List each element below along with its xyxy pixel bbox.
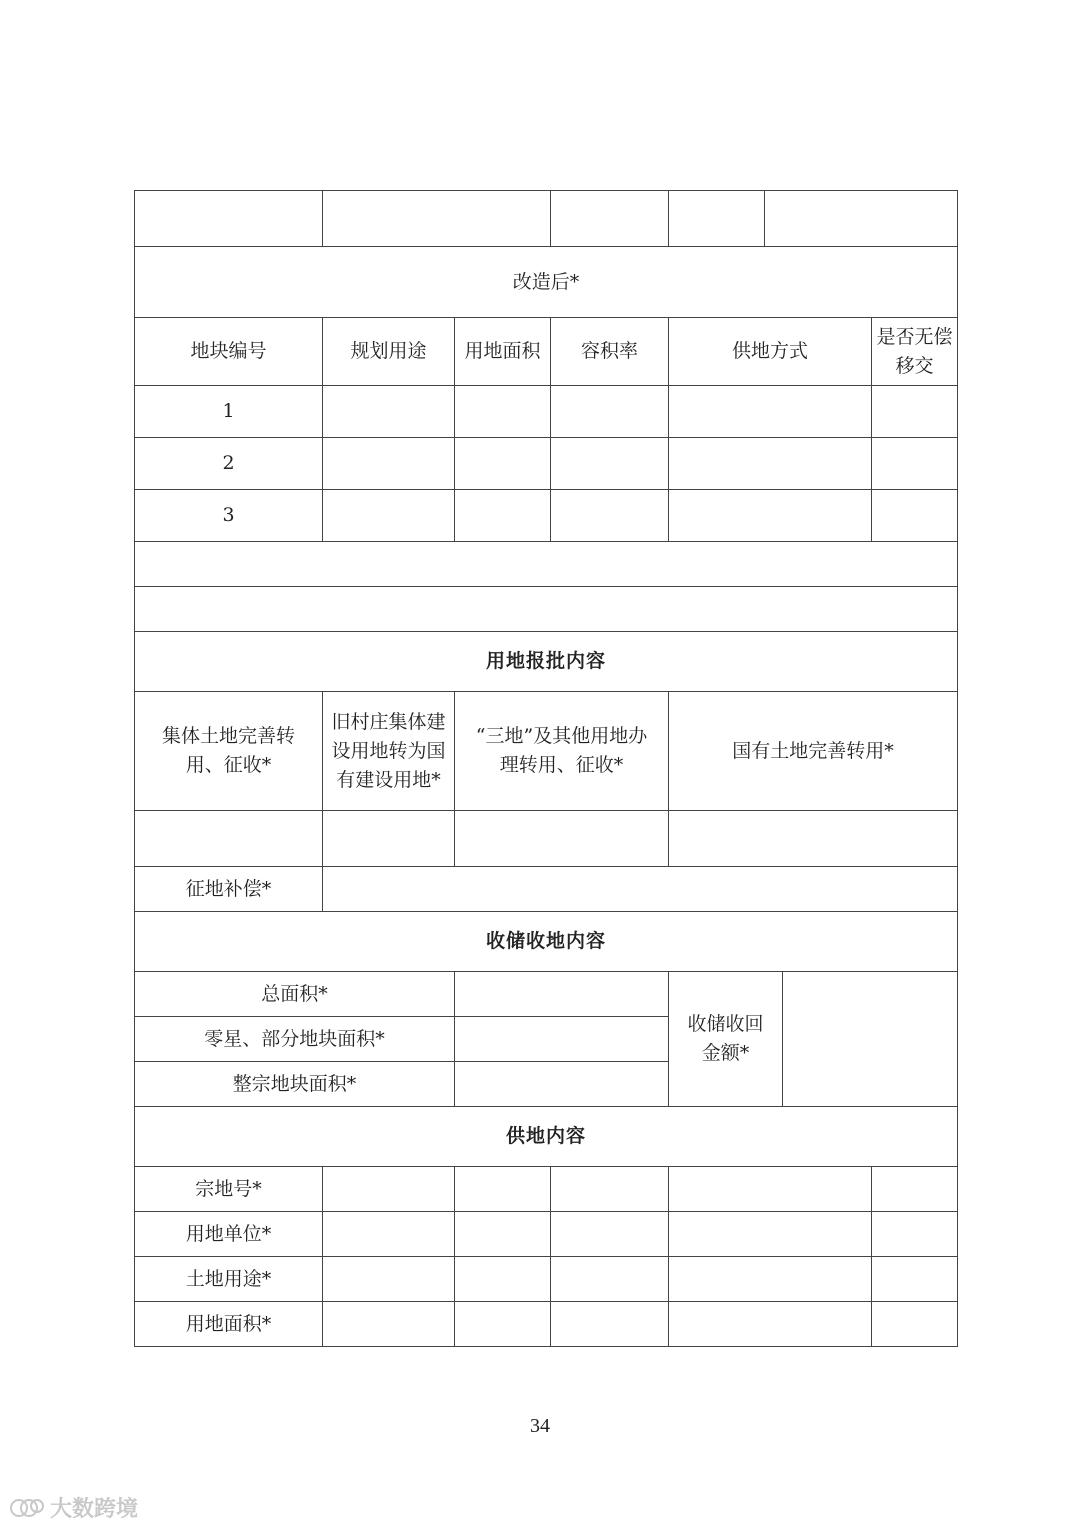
- input-cell[interactable]: [455, 811, 669, 867]
- section-approval-title: 用地报批内容: [135, 632, 958, 692]
- input-cell[interactable]: [455, 1212, 551, 1257]
- approval-header-row: [135, 692, 958, 811]
- input-cell[interactable]: [669, 1212, 872, 1257]
- header-land-area: 用地面积: [455, 318, 551, 386]
- input-cell[interactable]: [669, 490, 872, 542]
- reserve-row: [135, 972, 958, 1017]
- parcel-number: 1: [135, 386, 323, 438]
- reserve-whole-area-label: 整宗地块面积*: [135, 1062, 455, 1107]
- input-cell[interactable]: [323, 811, 455, 867]
- input-cell[interactable]: [455, 1302, 551, 1347]
- header-planned-use: 规划用途: [323, 318, 455, 386]
- input-cell[interactable]: [872, 1167, 958, 1212]
- input-cell[interactable]: [323, 1257, 455, 1302]
- blank-full-row[interactable]: [135, 587, 958, 632]
- table-row: [135, 386, 958, 438]
- approval-input-row: [135, 811, 958, 867]
- input-cell[interactable]: [323, 386, 455, 438]
- supply-row: [135, 1302, 958, 1347]
- reserve-amount-label: 收储收回金额*: [669, 972, 783, 1107]
- reserve-total-area-label: 总面积*: [135, 972, 455, 1017]
- watermark-text: 大数跨境: [50, 1497, 139, 1522]
- input-cell[interactable]: [135, 811, 323, 867]
- blank-full-row[interactable]: [135, 542, 958, 587]
- header-collective-conversion: 集体土地完善转用、征收*: [135, 692, 323, 811]
- header-free-transfer: 是否无偿移交: [872, 318, 958, 386]
- input-cell[interactable]: [551, 386, 669, 438]
- header-state-land-conversion: 国有土地完善转用*: [669, 692, 958, 811]
- supply-area-label: 用地面积*: [135, 1302, 323, 1347]
- reserve-partial-area-label: 零星、部分地块面积*: [135, 1017, 455, 1062]
- input-cell[interactable]: [669, 1257, 872, 1302]
- input-cell[interactable]: [669, 1302, 872, 1347]
- input-cell[interactable]: [455, 972, 669, 1017]
- input-cell[interactable]: [669, 386, 872, 438]
- input-cell[interactable]: [669, 811, 958, 867]
- input-cell[interactable]: [872, 1257, 958, 1302]
- blank-cell[interactable]: [765, 191, 958, 247]
- watermark: [10, 1492, 138, 1523]
- section-supply-title: 供地内容: [135, 1107, 958, 1167]
- input-cell[interactable]: [323, 1167, 455, 1212]
- compensation-row: [135, 867, 958, 912]
- input-cell[interactable]: [551, 490, 669, 542]
- blank-cell[interactable]: [551, 191, 669, 247]
- supply-row: [135, 1257, 958, 1302]
- parcel-number: 3: [135, 490, 323, 542]
- input-cell[interactable]: [872, 1302, 958, 1347]
- after-renovation-label: 改造后*: [135, 247, 958, 318]
- supply-use-label: 土地用途*: [135, 1257, 323, 1302]
- header-parcel-no: 地块编号: [135, 318, 323, 386]
- input-cell[interactable]: [872, 386, 958, 438]
- blank-cell[interactable]: [135, 191, 323, 247]
- input-cell[interactable]: [455, 1257, 551, 1302]
- input-cell[interactable]: [455, 386, 551, 438]
- header-plot-ratio: 容积率: [551, 318, 669, 386]
- land-form-table: [134, 190, 958, 1347]
- compensation-input[interactable]: [323, 867, 958, 912]
- input-cell[interactable]: [872, 438, 958, 490]
- blank-cell[interactable]: [323, 191, 551, 247]
- input-cell[interactable]: [323, 1302, 455, 1347]
- input-cell[interactable]: [323, 490, 455, 542]
- section-reserve-title: 收储收地内容: [135, 912, 958, 972]
- blank-cell[interactable]: [669, 191, 765, 247]
- supply-row: [135, 1167, 958, 1212]
- input-cell[interactable]: [323, 1212, 455, 1257]
- input-cell[interactable]: [551, 1167, 669, 1212]
- input-cell[interactable]: [551, 1257, 669, 1302]
- page-number: 34: [530, 1415, 550, 1437]
- input-cell[interactable]: [455, 438, 551, 490]
- table-row: [135, 490, 958, 542]
- input-cell[interactable]: [455, 1062, 669, 1107]
- input-cell[interactable]: [669, 1167, 872, 1212]
- input-cell[interactable]: [323, 438, 455, 490]
- input-cell[interactable]: [551, 1212, 669, 1257]
- header-three-land-conversion: “三地”及其他用地办理转用、征收*: [455, 692, 669, 811]
- after-header-row: [135, 318, 958, 386]
- blank-top-row: [135, 191, 958, 247]
- input-cell[interactable]: [551, 1302, 669, 1347]
- compensation-label: 征地补偿*: [135, 867, 323, 912]
- input-cell[interactable]: [669, 438, 872, 490]
- input-cell[interactable]: [872, 1212, 958, 1257]
- input-cell[interactable]: [455, 1017, 669, 1062]
- header-supply-method: 供地方式: [669, 318, 872, 386]
- parcel-number: 2: [135, 438, 323, 490]
- table-row: [135, 438, 958, 490]
- header-village-conversion: 旧村庄集体建设用地转为国有建设用地*: [323, 692, 455, 811]
- input-cell[interactable]: [455, 490, 551, 542]
- input-cell[interactable]: [551, 438, 669, 490]
- input-cell[interactable]: [872, 490, 958, 542]
- supply-unit-label: 用地单位*: [135, 1212, 323, 1257]
- supply-parcel-label: 宗地号*: [135, 1167, 323, 1212]
- watermark-logo-icon: [10, 1496, 44, 1520]
- supply-row: [135, 1212, 958, 1257]
- reserve-amount-input[interactable]: [783, 972, 958, 1107]
- input-cell[interactable]: [455, 1167, 551, 1212]
